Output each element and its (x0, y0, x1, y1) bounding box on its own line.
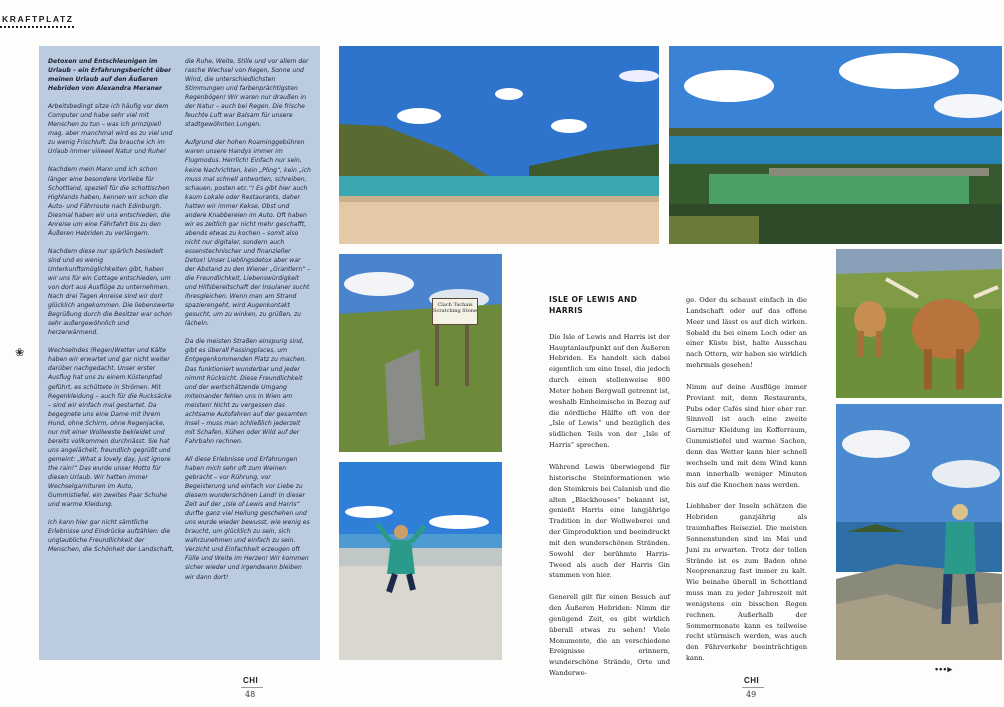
article-paragraph: Liebhaber der Inseln schätzen die Hebriden ganzjährig als traumhaftes Reiseziel. Die meisten Sonnenstunden sind im Mai und Juni zu erwarten. Trotz der tollen Strände ist es zum Baden ohne Neoprenanzug fast immer zu kalt. Wie beinahe überall in Schottland muss man zu jeder Jahreszeit mit wenigstens ein bisschen Regen rechnen. Außerhalb der Sommermonate kann es teilweise recht stürmisch werden, was auch den Fährverkehr beeinträchtigen kann. (686, 502, 807, 663)
photo-coast-hiker (836, 404, 1002, 660)
essay-paragraph: Da die meisten Straßen einspurig sind, gibt es überall Passingplaces, um Entgegenkommenden Platz zu machen. Das funktioniert wunderbar und jeder nimmt Rücksicht. Diese Freundlichkeit und der wertschätzende Umgang miteinander fehlen uns in Wien am meisten! Nicht zu vergessen das achtsame Autofahren auf der gesamten Insel – muss man schließlich jederzeit mit Schafen, Kühen oder Wild auf der Fahrbahn rechnen. (185, 338, 308, 445)
decorative-flower-icon: ❀ (15, 347, 25, 359)
essay-paragraph: Arbeitsbedingt sitze ich häufig vor dem Computer und habe sehr viel mit Menschen zu tun – was ich prinzipiell mag, aber manchmal wird es zu viel und zu wenig Frischluft. Da brauche ich im Urlaub immer viiieeel Natur und Ruhe! (48, 103, 173, 156)
footer-brand-left: CHI (243, 676, 259, 685)
photo-child-jumping-beach (339, 462, 502, 660)
footer-brand-right: CHI (744, 676, 760, 685)
sign-line-1: Clach Tachais (437, 302, 473, 308)
article-paragraph: Während Lewis überwiegend für historische Steinformationen wie den Steinkreis bei Calanish und die alten „Blackhouses“ bekannt ist, genießt Harris eine langjährige Tradition in der Wollweberei und der Ginproduktion und beeindruckt mit den wunderschönen Stränden. Sowohl der berühmte Harris-Tweed als auch der Harris Gin stammen von hier. (549, 462, 670, 580)
essay-paragraph: Nachdem mein Mann und ich schon länger eine besondere Vorliebe für Schottland, speziell für die schottischen Highlands haben, kennen wir schon die Auto- und Fährroute nach Edinburgh. Diesmal haben wir uns entschieden, die Anreise um eine Fährfahrt bis zu den Äußeren Hebriden zu verlängern. (48, 166, 171, 237)
photo-harbour (669, 46, 1002, 244)
sign-line-2: Scratching Stone (433, 308, 477, 314)
article-column-2 (686, 295, 807, 675)
essay-paragraph: die Ruhe, Weite, Stille und vor allem der rasche Wechsel von Regen, Sonne und Wind, die unterschiedlichsten Stimmungen und farbenprächtigsten Regenbögen! Wir waren nur draußen in der Natur – auch bei Regen. Die frische feuchte Luft war Balsam für unsere stadtgewöhnten Lungen. (185, 58, 309, 129)
essay-paragraph: Aufgrund der hohen Roaminggebühren waren unsere Handys immer im Flugmodus. Herrlich! Einfach nur sein, keine Nachrichten, kein „Pling“, kein „ich muss mal schnell antworten, schreiben, schauen, posten etc.“! Es gibt hier auch kaum Lokale oder Restaurants, daher hatten wir immer Kekse, Obst und andere Knabbereien im Auto. Oft haben wir es zeitlich gar nicht mehr geschafft, abends etwas zu kochen – somit also nicht nur digitaler, sondern auch essenstechnischer und finanzieller Detox! Unser Lieblingsdetox aber war der Abstand zu den Wiener „Grantlern“ – die Freundlichkeit, Liebenswürdigkeit und Hilfsbereitschaft der Insulaner sucht ihresgleichen. Wenn man am Strand spazierengeht, wird Augenkontakt gesucht, um zu winken, zu grüßen, zu lächeln. (185, 139, 311, 328)
article-column-1 (549, 295, 670, 690)
essay-paragraph: Nachdem diese nur spärlich besiedelt sind und es wenig Unterkunftsmöglichkeiten gibt, haben wir uns für ein Cottage entschieden, um von dort aus Ausflüge zu unternehmen. Nach drei Tagen Anreise sind wir dort glücklich angekommen. Die liebenswerte Begrüßung durch die Besitzer war schon sehr außergewöhnlich und herzerwärmend. (48, 247, 174, 337)
article-paragraph: Nimm auf deine Ausflüge immer Proviant mit, denn Restaurants, Pubs oder Cafés sind hier eher rar. Sinnvoll ist auch eine zweite Garnitur Kleidung im Kofferraum, Gummistiefel und warme Sachen, denn das Wetter kann hier schnell wechseln und mit dem Wind kann man innerhalb weniger Minuten bis auf die Knochen nass werden. (686, 382, 807, 489)
article-paragraph: Generell gilt für einen Besuch auf den Äußeren Hebriden: Nimm dir genügend Zeit, es gibt wirklich überall etwas zu sehen! Viele Monumente, die an verschiedene Ereignisse erinnern, wunderschöne Strände, Orte und Wanderwe- (549, 593, 670, 678)
next-page-arrow-icon[interactable]: •••▸ (935, 664, 953, 674)
footer-rule-right (742, 687, 764, 688)
photo-beach-cove (339, 46, 659, 244)
page-number-right: 49 (746, 690, 757, 699)
essay-paragraph: Ich kann hier gar nicht sämtliche Erlebnisse und Eindrücke aufzählen: die unglaubliche Freundlichkeit der Menschen, die Schönheit der Landschaft, (48, 519, 174, 554)
photo-scratching-stone (339, 254, 502, 452)
header-dotted-rule (0, 26, 74, 28)
essay-panel (39, 46, 320, 660)
essay-column-2 (185, 57, 311, 591)
photo-highland-cattle (836, 249, 1002, 398)
stone-sign (432, 298, 478, 325)
essay-intro: Detoxen und Entschleunigen im Urlaub – ein Erfahrungsbericht über meinen Urlaub auf den Äußeren Hebriden von Alexandra Meraner (48, 58, 172, 93)
article-paragraph: Die Isle of Lewis and Harris ist der Hauptanlaufpunkt auf den Äußeren Hebriden. Es handelt sich dabei eigentlich um eine Insel, die jedoch durch einen stellenweise 800 Meter hohen Bergwall getrennt ist, weshalb Einheimische in Bezug auf die nördliche Hälfte oft von der „Isle of Lewis“ und bezüglich des südlichen Teils von der „Isle of Harris“ sprechen. (549, 332, 670, 450)
section-header-label: KRAFTPLATZ (2, 14, 74, 24)
article-paragraph: ge. Oder du schaust einfach in die Landschaft oder auf das offene Meer und lässt es auf dich wirken. Sobald du bei einem Loch oder an einer Küste bist, halte Ausschau nach Ottern, wir haben sie wirklich mehrmals gesehen! (686, 296, 807, 370)
page-number-left: 48 (245, 690, 256, 699)
essay-paragraph: Wechselndes (Regen)Wetter und Kälte haben wir erwartet und gar nicht weiter darüber nachgedacht. Unser erster Ausflug hat uns zu einem Küstenpfad geführt, es schüttete in Strömen. Mit Regenkleidung – auch für die Rucksäcke – sind wir einfach mal gestartet. Da begegnete uns eine Dame mit ihrem Hund, ohne Schirm, ohne Regenjacke, nur mit einer Wollweste bekleidet und bereits vollkommen durchnässt. Sie hat uns angelächelt, freundlich gegrüßt und gemeint: „What a lovely day, just ignore the rain!“ Das wurde unser Motto für diesen Urlaub. Wir hatten immer Wechselgarnituren im Auto, Gummistiefel, ein zweites Paar Schuhe und warme Kleidung. (48, 347, 172, 509)
essay-paragraph: All diese Erlebnisse und Erfahrungen haben mich sehr oft zum Weinen gebracht – vor Rührung, vor Begeisterung und einfach vor Liebe zu diesem wunderschönen Land! In dieser Zeit auf der „Isle of Lewis and Harris“ durfte ganz viel Heilung geschehen und uns wurde wieder bewusst, wie wenig es braucht, um glücklich zu sein, sich wahrzunehmen und einfach zu sein. Verzicht und Einfachheit erzeugen oft Fülle und Weite im Herzen! Wir kommen sicher wieder und irgendwann bleiben wir dann dort! (185, 455, 310, 581)
essay-column-1 (48, 57, 174, 563)
section-heading: ISLE OF LEWIS AND HARRIS (549, 295, 638, 315)
footer-rule-left (241, 687, 263, 688)
